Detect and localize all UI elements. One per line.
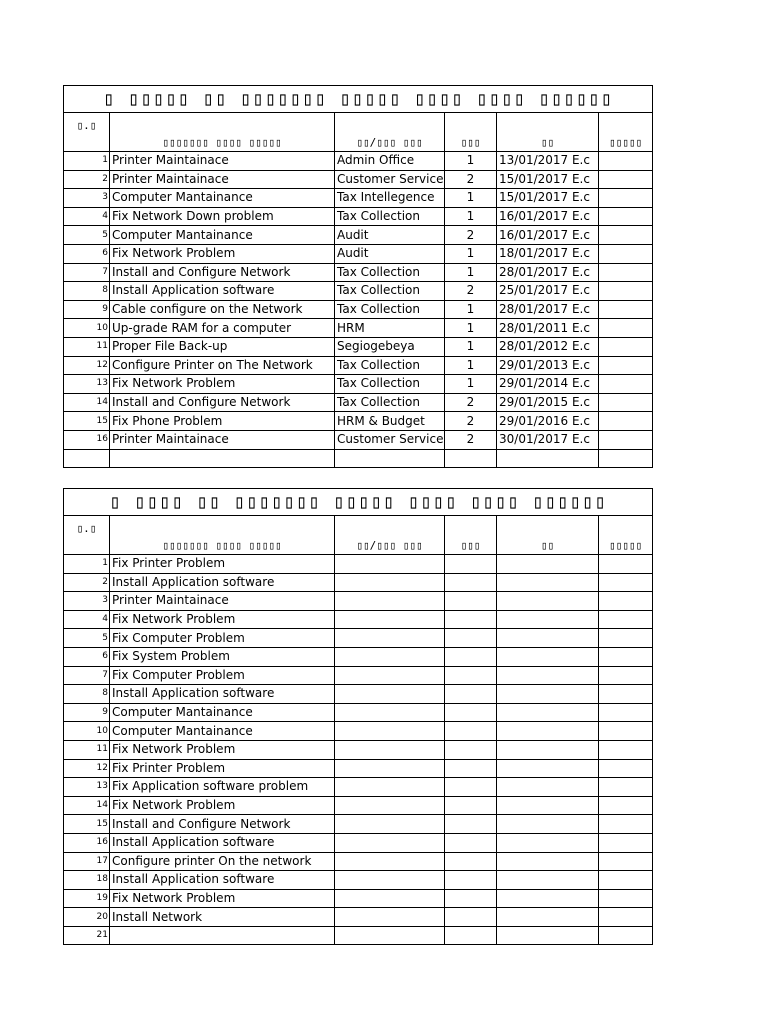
cell-department xyxy=(335,703,445,722)
table-row xyxy=(64,778,653,797)
cell-number: 14 xyxy=(64,796,110,815)
cell-quantity: 2 xyxy=(445,393,497,412)
cell-department xyxy=(335,610,445,629)
cell-number: 6 xyxy=(64,244,110,263)
cell-task: Computer Mantainance xyxy=(110,189,335,208)
cell-number: 4 xyxy=(64,207,110,226)
cell-remark xyxy=(599,889,653,908)
table-row xyxy=(64,356,653,375)
cell-number: 1 xyxy=(64,555,110,574)
cell-number: 5 xyxy=(64,629,110,648)
cell-department xyxy=(335,926,445,945)
cell-department xyxy=(335,555,445,574)
cell-department: Tax Collection xyxy=(335,207,445,226)
cell-task: Fix Computer Problem xyxy=(110,666,335,685)
table-row xyxy=(64,666,653,685)
cell-remark xyxy=(599,319,653,338)
cell-remark xyxy=(599,207,653,226)
cell-department xyxy=(335,871,445,890)
cell-date xyxy=(497,852,599,871)
cell-quantity xyxy=(445,610,497,629)
cell-quantity: 1 xyxy=(445,263,497,282)
cell-date xyxy=(497,833,599,852)
cell-remark xyxy=(599,412,653,431)
cell-date xyxy=(497,555,599,574)
cell-number: 3 xyxy=(64,592,110,611)
cell-date xyxy=(497,815,599,834)
header-remark: ▯▯▯▯▯ xyxy=(599,113,653,152)
table-row xyxy=(64,833,653,852)
table-row xyxy=(64,375,653,394)
cell-quantity xyxy=(445,926,497,945)
cell-remark xyxy=(599,170,653,189)
cell-quantity xyxy=(445,685,497,704)
header-task: ▯▯▯▯▯▯▯ ▯▯▯▯ ▯▯▯▯▯ xyxy=(110,516,335,555)
empty-row xyxy=(64,449,653,467)
table-row xyxy=(64,189,653,208)
cell-remark xyxy=(599,908,653,927)
cell-remark xyxy=(599,815,653,834)
report-table-2 xyxy=(63,488,652,945)
cell-quantity xyxy=(445,592,497,611)
cell-quantity: 2 xyxy=(445,282,497,301)
cell-department xyxy=(335,740,445,759)
table-row xyxy=(64,555,653,574)
table-row xyxy=(64,871,653,890)
cell-quantity: 2 xyxy=(445,412,497,431)
table-row xyxy=(64,889,653,908)
cell-task: Fix Network Problem xyxy=(110,740,335,759)
table-row xyxy=(64,908,653,927)
cell-quantity: 1 xyxy=(445,207,497,226)
cell-number: 21 xyxy=(64,926,110,945)
table-row xyxy=(64,740,653,759)
table-row xyxy=(64,226,653,245)
table-row xyxy=(64,207,653,226)
table-row xyxy=(64,592,653,611)
empty-cell xyxy=(497,449,599,467)
cell-task: Install Application software xyxy=(110,685,335,704)
cell-quantity: 1 xyxy=(445,375,497,394)
cell-task: Up-grade RAM for a computer xyxy=(110,319,335,338)
cell-number: 4 xyxy=(64,610,110,629)
cell-task: Fix Printer Problem xyxy=(110,759,335,778)
cell-remark xyxy=(599,356,653,375)
cell-task: Printer Maintainace xyxy=(110,170,335,189)
cell-task: Fix System Problem xyxy=(110,647,335,666)
cell-department: Tax Intellegence xyxy=(335,189,445,208)
cell-remark xyxy=(599,647,653,666)
cell-department: Segiogebeya xyxy=(335,337,445,356)
cell-date: 15/01/2017 E.c xyxy=(497,170,599,189)
cell-date: 15/01/2017 E.c xyxy=(497,189,599,208)
cell-task: Install Application software xyxy=(110,833,335,852)
cell-quantity xyxy=(445,833,497,852)
cell-remark xyxy=(599,610,653,629)
cell-department xyxy=(335,778,445,797)
cell-date xyxy=(497,740,599,759)
cell-quantity xyxy=(445,889,497,908)
cell-task: Install Application software xyxy=(110,871,335,890)
table-row xyxy=(64,263,653,282)
table-row xyxy=(64,647,653,666)
cell-date: 28/01/2017 E.c xyxy=(497,263,599,282)
cell-quantity xyxy=(445,740,497,759)
cell-remark xyxy=(599,740,653,759)
cell-quantity xyxy=(445,647,497,666)
cell-department: HRM xyxy=(335,319,445,338)
cell-number: 20 xyxy=(64,908,110,927)
cell-quantity xyxy=(445,555,497,574)
cell-task: Printer Maintainace xyxy=(110,592,335,611)
cell-date: 13/01/2017 E.c xyxy=(497,152,599,171)
empty-cell xyxy=(445,449,497,467)
cell-date xyxy=(497,610,599,629)
cell-remark xyxy=(599,796,653,815)
cell-number: 11 xyxy=(64,740,110,759)
cell-task: Proper File Back-up xyxy=(110,337,335,356)
header-quantity: ▯▯▯ xyxy=(445,113,497,152)
cell-department xyxy=(335,852,445,871)
report-table-1 xyxy=(63,85,652,468)
cell-task: Install and Configure Network xyxy=(110,263,335,282)
table-row xyxy=(64,685,653,704)
cell-remark xyxy=(599,337,653,356)
table-row xyxy=(64,300,653,319)
cell-task: Fix Network Problem xyxy=(110,375,335,394)
cell-department xyxy=(335,908,445,927)
cell-department xyxy=(335,815,445,834)
cell-remark xyxy=(599,592,653,611)
cell-department: Audit xyxy=(335,244,445,263)
cell-number: 6 xyxy=(64,647,110,666)
cell-number: 8 xyxy=(64,685,110,704)
cell-remark xyxy=(599,573,653,592)
table-row xyxy=(64,152,653,171)
cell-number: 9 xyxy=(64,300,110,319)
cell-task: Fix Network Down problem xyxy=(110,207,335,226)
cell-department xyxy=(335,685,445,704)
cell-department: Tax Collection xyxy=(335,393,445,412)
cell-department: Tax Collection xyxy=(335,356,445,375)
cell-department xyxy=(335,666,445,685)
cell-department: Tax Collection xyxy=(335,263,445,282)
header-department: ▯▯/▯▯▯ ▯▯▯ xyxy=(335,113,445,152)
cell-date: 29/01/2014 E.c xyxy=(497,375,599,394)
cell-department: Customer Service xyxy=(335,430,445,449)
cell-number: 2 xyxy=(64,170,110,189)
table-2-header-row xyxy=(64,516,653,555)
cell-quantity xyxy=(445,573,497,592)
cell-remark xyxy=(599,152,653,171)
cell-date xyxy=(497,666,599,685)
cell-department: Tax Collection xyxy=(335,375,445,394)
header-date: ▯▯ xyxy=(497,113,599,152)
header-department: ▯▯/▯▯▯ ▯▯▯ xyxy=(335,516,445,555)
cell-quantity: 1 xyxy=(445,356,497,375)
cell-number: 12 xyxy=(64,356,110,375)
cell-department: Tax Collection xyxy=(335,282,445,301)
cell-date: 29/01/2016 E.c xyxy=(497,412,599,431)
table-row xyxy=(64,412,653,431)
cell-task: Fix Phone Problem xyxy=(110,412,335,431)
cell-quantity xyxy=(445,703,497,722)
cell-remark xyxy=(599,685,653,704)
cell-date xyxy=(497,629,599,648)
cell-remark xyxy=(599,759,653,778)
table-row xyxy=(64,319,653,338)
header-number: ▯.▯ xyxy=(64,113,110,152)
cell-date: 16/01/2017 E.c xyxy=(497,207,599,226)
cell-quantity xyxy=(445,871,497,890)
cell-department xyxy=(335,889,445,908)
table-1-header-row xyxy=(64,113,653,152)
cell-date xyxy=(497,926,599,945)
cell-date: 28/01/2012 E.c xyxy=(497,337,599,356)
cell-task: Fix Computer Problem xyxy=(110,629,335,648)
cell-number: 8 xyxy=(64,282,110,301)
cell-number: 7 xyxy=(64,263,110,282)
cell-date xyxy=(497,573,599,592)
cell-number: 14 xyxy=(64,393,110,412)
cell-department xyxy=(335,833,445,852)
cell-remark xyxy=(599,226,653,245)
table-row xyxy=(64,170,653,189)
table-2-title: ▯ ▯▯▯▯ ▯▯ ▯▯▯▯▯▯▯ ▯▯▯▯▯ ▯▯▯▯ ▯▯▯▯ ▯▯▯▯▯▯ xyxy=(64,489,653,516)
cell-task: Configure printer On the network xyxy=(110,852,335,871)
cell-quantity: 2 xyxy=(445,226,497,245)
header-number: ▯.▯ xyxy=(64,516,110,555)
cell-quantity: 1 xyxy=(445,152,497,171)
cell-department xyxy=(335,592,445,611)
cell-task: Install and Configure Network xyxy=(110,815,335,834)
table-row xyxy=(64,244,653,263)
cell-date xyxy=(497,722,599,741)
cell-date xyxy=(497,685,599,704)
cell-number: 11 xyxy=(64,337,110,356)
cell-number: 15 xyxy=(64,815,110,834)
cell-task: Computer Mantainance xyxy=(110,703,335,722)
table-row xyxy=(64,815,653,834)
cell-remark xyxy=(599,375,653,394)
cell-date: 29/01/2013 E.c xyxy=(497,356,599,375)
cell-date: 28/01/2011 E.c xyxy=(497,319,599,338)
cell-number: 15 xyxy=(64,412,110,431)
empty-cell xyxy=(64,449,110,467)
report-table-1-grid xyxy=(63,85,653,468)
cell-quantity: 1 xyxy=(445,300,497,319)
header-remark: ▯▯▯▯▯ xyxy=(599,516,653,555)
cell-number: 7 xyxy=(64,666,110,685)
cell-date: 25/01/2017 E.c xyxy=(497,282,599,301)
cell-date: 30/01/2017 E.c xyxy=(497,430,599,449)
cell-department xyxy=(335,647,445,666)
table-row xyxy=(64,610,653,629)
cell-quantity xyxy=(445,852,497,871)
cell-task: Printer Maintainace xyxy=(110,430,335,449)
cell-task: Fix Printer Problem xyxy=(110,555,335,574)
cell-date: 16/01/2017 E.c xyxy=(497,226,599,245)
cell-remark xyxy=(599,833,653,852)
cell-task: Fix Network Problem xyxy=(110,796,335,815)
cell-task: Fix Application software problem xyxy=(110,778,335,797)
cell-date xyxy=(497,889,599,908)
table-row xyxy=(64,430,653,449)
table-row xyxy=(64,282,653,301)
table-row xyxy=(64,722,653,741)
cell-department xyxy=(335,759,445,778)
table-row xyxy=(64,852,653,871)
table-1-title: ▯ ▯▯▯▯▯ ▯▯ ▯▯▯▯▯▯▯ ▯▯▯▯▯ ▯▯▯▯ ▯▯▯▯ ▯▯▯▯▯▯ xyxy=(64,86,653,113)
cell-date xyxy=(497,908,599,927)
cell-task: Configure Printer on The Network xyxy=(110,356,335,375)
cell-number: 12 xyxy=(64,759,110,778)
cell-number: 16 xyxy=(64,430,110,449)
cell-date: 28/01/2017 E.c xyxy=(497,300,599,319)
cell-remark xyxy=(599,244,653,263)
cell-department xyxy=(335,573,445,592)
cell-date xyxy=(497,796,599,815)
cell-quantity xyxy=(445,629,497,648)
cell-date xyxy=(497,647,599,666)
cell-department: Customer Service xyxy=(335,170,445,189)
cell-department xyxy=(335,796,445,815)
cell-remark xyxy=(599,778,653,797)
table-row xyxy=(64,926,653,945)
cell-date xyxy=(497,778,599,797)
cell-number: 18 xyxy=(64,871,110,890)
cell-number: 16 xyxy=(64,833,110,852)
cell-remark xyxy=(599,555,653,574)
cell-number: 1 xyxy=(64,152,110,171)
header-date: ▯▯ xyxy=(497,516,599,555)
report-table-2-grid xyxy=(63,488,653,945)
cell-task: Install Application software xyxy=(110,282,335,301)
empty-cell xyxy=(335,449,445,467)
cell-quantity: 1 xyxy=(445,319,497,338)
cell-number: 19 xyxy=(64,889,110,908)
cell-department: HRM & Budget xyxy=(335,412,445,431)
cell-task xyxy=(110,926,335,945)
cell-number: 5 xyxy=(64,226,110,245)
cell-task: Computer Mantainance xyxy=(110,722,335,741)
cell-quantity: 2 xyxy=(445,430,497,449)
cell-number: 3 xyxy=(64,189,110,208)
cell-quantity xyxy=(445,722,497,741)
cell-remark xyxy=(599,852,653,871)
cell-task: Install Application software xyxy=(110,573,335,592)
cell-number: 13 xyxy=(64,778,110,797)
cell-remark xyxy=(599,926,653,945)
cell-quantity xyxy=(445,666,497,685)
header-quantity: ▯▯▯ xyxy=(445,516,497,555)
empty-cell xyxy=(599,449,653,467)
cell-quantity: 1 xyxy=(445,244,497,263)
cell-task: Cable configure on the Network xyxy=(110,300,335,319)
cell-quantity xyxy=(445,908,497,927)
cell-department xyxy=(335,722,445,741)
table-row xyxy=(64,703,653,722)
cell-quantity xyxy=(445,778,497,797)
cell-number: 10 xyxy=(64,722,110,741)
cell-remark xyxy=(599,300,653,319)
cell-task: Fix Network Problem xyxy=(110,889,335,908)
table-row xyxy=(64,337,653,356)
cell-remark xyxy=(599,263,653,282)
cell-task: Printer Maintainace xyxy=(110,152,335,171)
cell-quantity: 2 xyxy=(445,170,497,189)
cell-remark xyxy=(599,666,653,685)
cell-date xyxy=(497,592,599,611)
cell-quantity xyxy=(445,759,497,778)
cell-quantity: 1 xyxy=(445,337,497,356)
cell-remark xyxy=(599,703,653,722)
table-row xyxy=(64,629,653,648)
cell-remark xyxy=(599,189,653,208)
cell-date: 18/01/2017 E.c xyxy=(497,244,599,263)
cell-number: 13 xyxy=(64,375,110,394)
cell-department: Tax Collection xyxy=(335,300,445,319)
cell-date: 29/01/2015 E.c xyxy=(497,393,599,412)
cell-remark xyxy=(599,393,653,412)
header-task: ▯▯▯▯▯▯▯ ▯▯▯▯ ▯▯▯▯▯ xyxy=(110,113,335,152)
cell-department xyxy=(335,629,445,648)
cell-task: Fix Network Problem xyxy=(110,244,335,263)
cell-number: 17 xyxy=(64,852,110,871)
cell-task: Install Network xyxy=(110,908,335,927)
cell-number: 2 xyxy=(64,573,110,592)
cell-remark xyxy=(599,282,653,301)
table-row xyxy=(64,393,653,412)
cell-quantity xyxy=(445,796,497,815)
cell-quantity xyxy=(445,815,497,834)
cell-remark xyxy=(599,871,653,890)
cell-number: 10 xyxy=(64,319,110,338)
empty-cell xyxy=(110,449,335,467)
cell-date xyxy=(497,871,599,890)
cell-quantity: 1 xyxy=(445,189,497,208)
cell-remark xyxy=(599,629,653,648)
table-row xyxy=(64,573,653,592)
cell-date xyxy=(497,703,599,722)
cell-department: Audit xyxy=(335,226,445,245)
cell-remark xyxy=(599,722,653,741)
cell-remark xyxy=(599,430,653,449)
cell-department: Admin Office xyxy=(335,152,445,171)
cell-task: Computer Mantainance xyxy=(110,226,335,245)
cell-date xyxy=(497,759,599,778)
cell-task: Install and Configure Network xyxy=(110,393,335,412)
table-row xyxy=(64,759,653,778)
table-row xyxy=(64,796,653,815)
cell-task: Fix Network Problem xyxy=(110,610,335,629)
cell-number: 9 xyxy=(64,703,110,722)
